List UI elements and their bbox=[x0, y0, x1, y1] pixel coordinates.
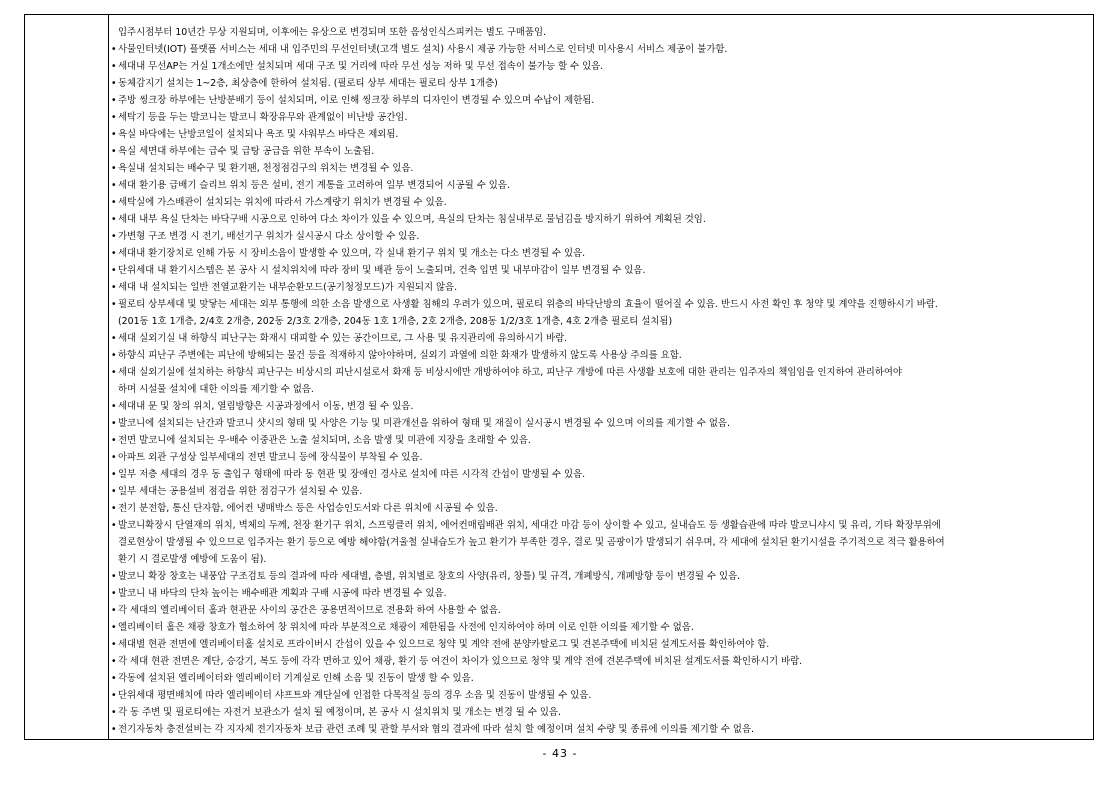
bullet-icon: • bbox=[111, 112, 117, 123]
note-text: 세대내 환기장치로 인해 가동 시 장비소음이 발생할 수 있으며, 각 실내 환기구 위치 및 개소는 다소 변경될 수 있음. bbox=[118, 248, 586, 259]
bullet-icon: • bbox=[111, 197, 117, 208]
note-line bbox=[111, 483, 1089, 500]
note-line bbox=[111, 228, 1089, 245]
note-text: 세대내 문 및 창의 위치, 열림방향은 시공과정에서 이동, 변경 될 수 있음. bbox=[118, 401, 414, 412]
bullet-icon: • bbox=[111, 503, 117, 514]
note-line bbox=[111, 551, 1089, 568]
note-line bbox=[111, 585, 1089, 602]
note-text: 가변형 구조 변경 시 전기, 배선기구 위치가 실시공시 다소 상이할 수 있음. bbox=[118, 231, 420, 242]
note-text: 세대 실외기실에 설치하는 하향식 피난구는 비상시의 피난시설로서 화재 등 비상시에만 개방하여야 하고, 피난구 개방에 따른 사생활 보호에 대한 관리는 입주자의 책임임을 인지하여 관리하여야 bbox=[118, 367, 902, 378]
note-line bbox=[111, 653, 1089, 670]
bullet-icon: • bbox=[111, 639, 117, 650]
note-line bbox=[111, 262, 1089, 279]
bullet-icon: • bbox=[111, 231, 117, 242]
note-line bbox=[111, 449, 1089, 466]
bullet-icon: • bbox=[111, 367, 117, 378]
note-text: 주방 씽크장 하부에는 난방분배기 등이 설치되며, 이로 인해 씽크장 하부의 디자인이 변경될 수 있으며 수납이 제한됨. bbox=[118, 95, 595, 106]
note-text: 발코니확장시 단열재의 위치, 벽체의 두께, 천장 환기구 위치, 스프링클러 위치, 에어컨매립배관 위치, 세대간 마감 등이 상이할 수 있고, 실내습도 등 생활습관에 따라 발코니샤시 및 유리, 기타 확장부위에 bbox=[118, 520, 941, 531]
note-line bbox=[111, 211, 1089, 228]
note-line bbox=[111, 432, 1089, 449]
bullet-icon: • bbox=[111, 299, 117, 310]
bullet-icon: • bbox=[111, 622, 117, 633]
bullet-icon: • bbox=[111, 690, 117, 701]
notes-table bbox=[24, 14, 1094, 740]
note-line bbox=[111, 194, 1089, 211]
note-text: 각 동 주변 및 필로티에는 자전거 보관소가 설치 될 예정이며, 본 공사 시 설치위치 및 개소는 변경 될 수 있음. bbox=[118, 707, 561, 718]
bullet-icon: • bbox=[111, 452, 117, 463]
note-text: 단위세대 평면배치에 따라 엘리베이터 샤프트와 계단실에 인접한 다목적실 등의 경우 소음 및 진동이 발생될 수 있음. bbox=[118, 690, 592, 701]
note-line bbox=[111, 704, 1089, 721]
note-text: 발코니에 설치되는 난간과 발코니 샷시의 형태 및 사양은 기능 및 미관개선을 위하여 형태 및 재질이 실시공시 변경될 수 있으며 이의를 제기할 수 없음. bbox=[118, 418, 730, 429]
note-text: 전기 분전함, 통신 단자함, 에어컨 냉매박스 등은 사업승인도서와 다른 위치에 시공될 수 있음. bbox=[118, 503, 498, 514]
note-text: 사물인터넷(IOT) 플랫폼 서비스는 세대 내 입주민의 무선인터넷(고객 별도 설치) 사용시 제공 가능한 서비스로 인터넷 미사용시 서비스 제공이 불가함. bbox=[118, 44, 728, 55]
note-text: 환기 시 결로발생 예방에 도움이 됨). bbox=[118, 554, 267, 565]
bullet-icon: • bbox=[111, 180, 117, 191]
bullet-icon: • bbox=[111, 95, 117, 106]
note-text: 욕실 세면대 하부에는 급수 및 급탕 공급을 위한 부속이 노출됨. bbox=[118, 146, 375, 157]
bullet-icon: • bbox=[111, 248, 117, 259]
note-line bbox=[111, 177, 1089, 194]
note-line bbox=[111, 636, 1089, 653]
bullet-icon: • bbox=[111, 44, 117, 55]
note-text: 욕실내 설치되는 배수구 및 환기팬, 천정점검구의 위치는 변경될 수 있음. bbox=[118, 163, 414, 174]
note-text: 각 세대 현관 전면은 계단, 승강기, 복도 등에 각각 면하고 있어 채광, 환기 등 여건이 차이가 있으므로 청약 및 계약 전에 견본주택에 비치된 설계도서를 확인하시기 바람. bbox=[118, 656, 803, 667]
bullet-icon: • bbox=[111, 129, 117, 140]
bullet-icon: • bbox=[111, 435, 117, 446]
note-line bbox=[111, 313, 1089, 330]
bullet-icon: • bbox=[111, 571, 117, 582]
note-line bbox=[111, 109, 1089, 126]
note-text: 세대 환기용 급배기 슬리브 위치 등은 설비, 전기 계통을 고려하여 일부 변경되어 시공될 수 있음. bbox=[118, 180, 510, 191]
note-text: 각동에 설치된 엘리베이터와 엘리베이터 기계실로 인해 소음 및 진동이 발생 할 수 있음. bbox=[118, 673, 474, 684]
note-line bbox=[111, 534, 1089, 551]
note-line bbox=[111, 381, 1089, 398]
note-text: 세대별 현관 전면에 엘리베이터홀 설치로 프라이버시 간섭이 있을 수 있으므로 청약 및 계약 전에 분양카탈로그 및 견본주택에 비치된 설계도서를 확인하여야 함. bbox=[118, 639, 770, 650]
bullet-icon: • bbox=[111, 146, 117, 157]
note-text: 입주시점부터 10년간 무상 지원되며, 이후에는 유상으로 변경되며 또한 음성인식스피커는 별도 구매품임. bbox=[118, 27, 547, 38]
note-line bbox=[111, 619, 1089, 636]
note-line bbox=[111, 602, 1089, 619]
note-text: (201동 1호 1개층, 2/4호 2개층, 202동 2/3호 2개층, 204동 1호 1개층, 2호 2개층, 208동 1/2/3호 1개층, 4호 2개층 필로티 설치됨) bbox=[118, 316, 673, 327]
note-line bbox=[111, 41, 1089, 58]
note-text: 아파트 외관 구성상 일부세대의 전면 발코니 등에 장식물이 부착될 수 있음. bbox=[118, 452, 423, 463]
bullet-icon: • bbox=[111, 605, 117, 616]
note-line bbox=[111, 143, 1089, 160]
bullet-icon: • bbox=[111, 350, 117, 361]
bullet-icon: • bbox=[111, 418, 117, 429]
note-line bbox=[111, 245, 1089, 262]
note-text: 동체감지기 설치는 1~2층, 최상층에 한하여 설치됨. (필로티 상부 세대는 필로티 상부 1개층) bbox=[118, 78, 498, 89]
note-text: 엘리베이터 홀은 채광 창호가 협소하여 창 위치에 따라 부분적으로 채광이 제한됨을 사전에 인지하여야 하며 이로 인한 이의를 제기할 수 없음. bbox=[118, 622, 694, 633]
bullet-icon: • bbox=[111, 469, 117, 480]
note-text: 세탁기 등을 두는 발코니는 발코니 확장유무와 관계없이 비난방 공간임. bbox=[118, 112, 408, 123]
bullet-icon: • bbox=[111, 724, 117, 735]
note-line bbox=[111, 568, 1089, 585]
note-text: 하향식 피난구 주변에는 피난에 방해되는 물건 등을 적재하지 않아야하며, 실외기 과열에 의한 화재가 발생하지 않도록 사용상 주의를 요함. bbox=[118, 350, 682, 361]
note-line bbox=[111, 466, 1089, 483]
bullet-icon: • bbox=[111, 78, 117, 89]
note-text: 전면 발코니에 설치되는 우·배수 이중관은 노출 설치되며, 소음 발생 및 미관에 지장을 초래할 수 있음. bbox=[118, 435, 531, 446]
bullet-icon: • bbox=[111, 656, 117, 667]
note-text: 욕실 바닥에는 난방코일이 설치되나 욕조 및 샤워부스 바닥은 제외됨. bbox=[118, 129, 399, 140]
note-line bbox=[111, 398, 1089, 415]
bullet-icon: • bbox=[111, 163, 117, 174]
note-line bbox=[111, 92, 1089, 109]
note-line bbox=[111, 517, 1089, 534]
note-line bbox=[111, 347, 1089, 364]
bullet-icon: • bbox=[111, 61, 117, 72]
column-divider bbox=[108, 15, 109, 739]
note-text: 단위세대 내 환기시스템은 본 공사 시 설치위치에 따라 장비 및 배관 등이 노출되며, 건축 입면 및 내부마감이 일부 변경될 수 있음. bbox=[118, 265, 646, 276]
note-line bbox=[111, 415, 1089, 432]
bullet-icon: • bbox=[111, 333, 117, 344]
bullet-icon: • bbox=[111, 214, 117, 225]
note-text: 일부 저층 세대의 경우 동 출입구 형태에 따라 동 현관 및 장애인 경사로 설치에 따른 시각적 간섭이 발생될 수 있음. bbox=[118, 469, 586, 480]
note-line bbox=[111, 500, 1089, 517]
note-text: 필로티 상부세대 및 맞닿는 세대는 외부 통행에 의한 소음 발생으로 사생활 침해의 우려가 있으며, 필로티 위층의 바닥난방의 효율이 떨어질 수 있음. 반드시 사전 확인 후 청약 및 계약을 진행하시기 바람. bbox=[118, 299, 938, 310]
note-line bbox=[111, 58, 1089, 75]
note-line bbox=[111, 296, 1089, 313]
note-line bbox=[111, 687, 1089, 704]
note-text: 전기자동차 충전설비는 각 지자체 전기자동차 보급 관련 조례 및 관할 부서와 협의 결과에 따라 설치 할 예정이며 설치 수량 및 종류에 이의를 제기할 수 없음. bbox=[118, 724, 754, 735]
note-line bbox=[111, 330, 1089, 347]
bullet-icon: • bbox=[111, 486, 117, 497]
note-text: 세대 내 설치되는 일반 전열교환기는 내부순환모드(공기청정모드)가 지원되지 않음. bbox=[118, 282, 458, 293]
note-text: 발코니 내 바닥의 단차 높이는 배수배관 계획과 구배 시공에 따라 변경될 수 있음. bbox=[118, 588, 447, 599]
note-line bbox=[111, 721, 1089, 738]
note-line bbox=[111, 279, 1089, 296]
note-text: 세탁실에 가스배관이 설치되는 위치에 따라서 가스계량기 위치가 변경될 수 있음. bbox=[118, 197, 447, 208]
note-line bbox=[111, 670, 1089, 687]
note-text: 각 세대의 엘리베이터 홀과 현관문 사이의 공간은 공용면적이므로 전용화 하여 사용할 수 없음. bbox=[118, 605, 501, 616]
note-text: 하며 시설물 설치에 대한 이의를 제기할 수 없음. bbox=[118, 384, 314, 395]
bullet-icon: • bbox=[111, 520, 117, 531]
note-line bbox=[111, 24, 1089, 41]
note-text: 결로현상이 발생될 수 있으므로 입주자는 환기 등으로 예방 해야함(겨울철 실내습도가 높고 환기가 부족한 경우, 결로 및 곰팡이가 발생되기 쉬우며, 각 세대에 설치된 환기시설을 주기적으로 적극 활용하여 bbox=[118, 537, 945, 548]
note-line bbox=[111, 126, 1089, 143]
bullet-icon: • bbox=[111, 401, 117, 412]
note-text: 세대내 무선AP는 거실 1개소에만 설치되며 세대 구조 및 거리에 따라 무선 성능 저하 및 무선 접속이 불가능 할 수 있음. bbox=[118, 61, 604, 72]
note-text: 세대 실외기실 내 하향식 피난구는 화재시 대피할 수 있는 공간이므로, 그 사용 및 유지관리에 유의하시기 바람. bbox=[118, 333, 568, 344]
note-text: 세대 내부 욕실 단차는 바닥구배 시공으로 인하여 다소 차이가 있을 수 있으며, 욕실의 단차는 침실내부로 물넘김을 방지하기 위하여 계획된 것임. bbox=[118, 214, 706, 225]
page-number: - 43 - bbox=[542, 747, 578, 760]
note-text: 일부 세대는 공용설비 점검을 위한 점검구가 설치될 수 있음. bbox=[118, 486, 363, 497]
bullet-icon: • bbox=[111, 673, 117, 684]
note-text: 발코니 확장 창호는 내풍압 구조검토 등의 결과에 따라 세대별, 층별, 위치별로 창호의 사양(유리, 창틀) 및 규격, 개폐방식, 개폐방향 등이 변경될 수 있음. bbox=[118, 571, 741, 582]
bullet-icon: • bbox=[111, 265, 117, 276]
bullet-icon: • bbox=[111, 707, 117, 718]
bullet-icon: • bbox=[111, 282, 117, 293]
note-line bbox=[111, 75, 1089, 92]
note-line bbox=[111, 160, 1089, 177]
bullet-icon: • bbox=[111, 588, 117, 599]
notes-content bbox=[111, 24, 1089, 738]
note-line bbox=[111, 364, 1089, 381]
